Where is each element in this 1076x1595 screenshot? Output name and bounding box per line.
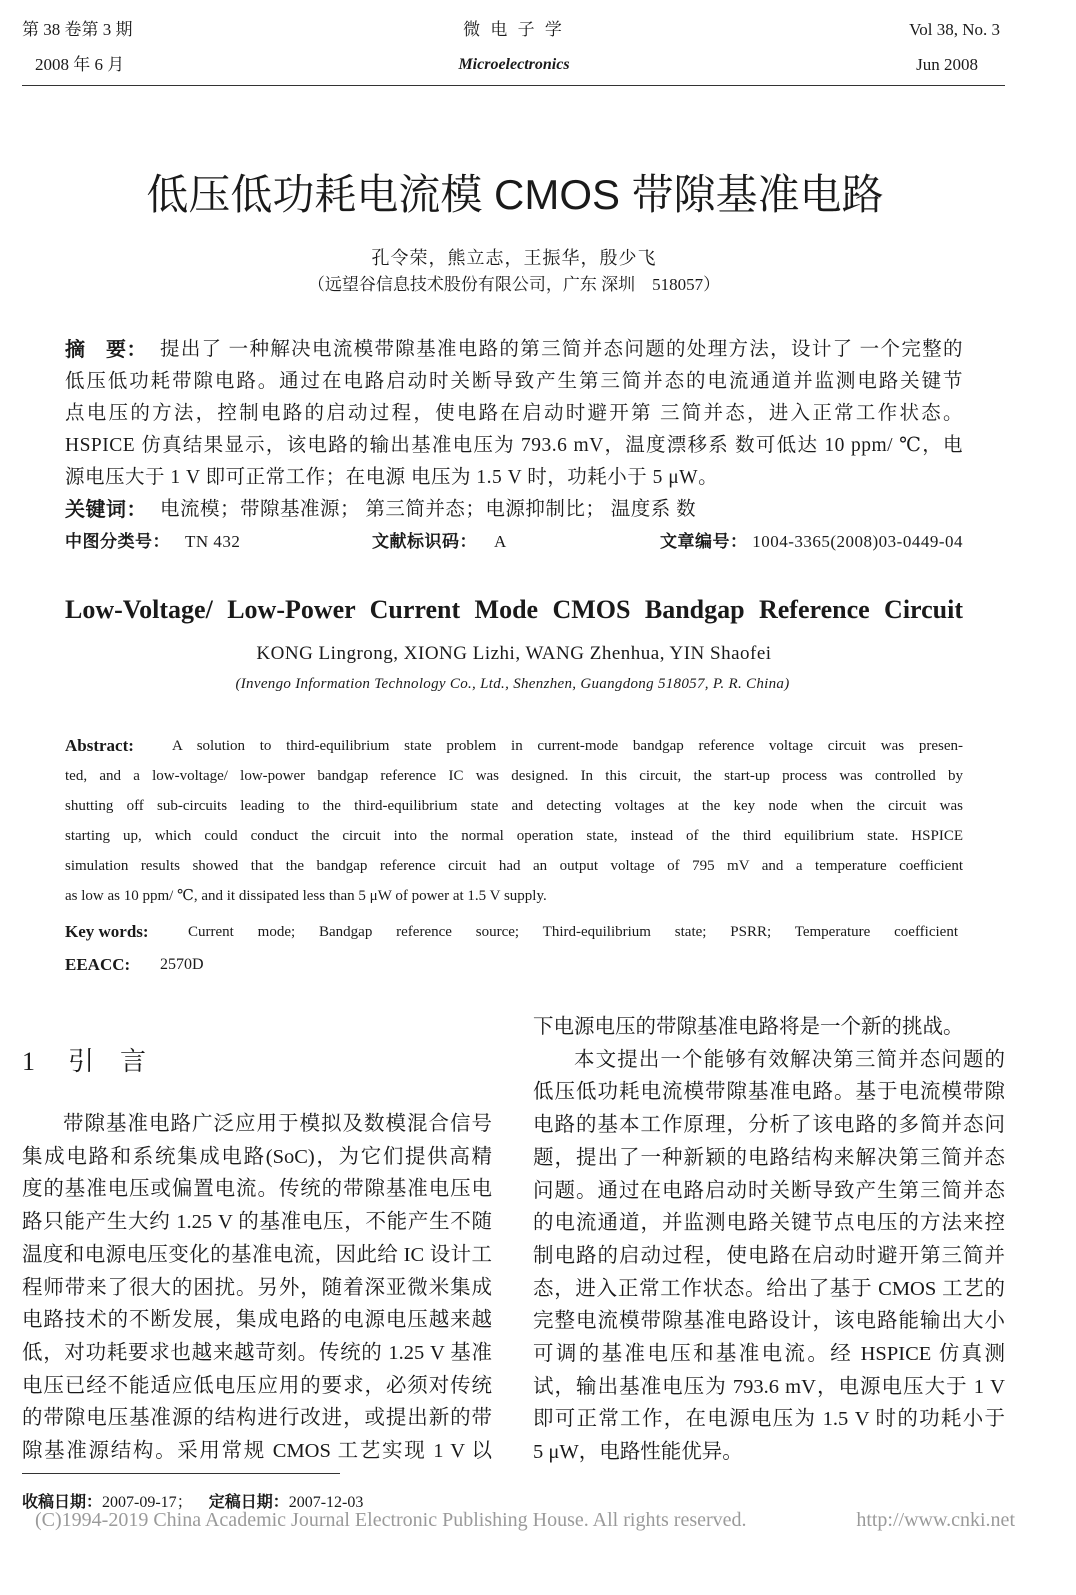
abstract-cn	[65, 334, 963, 558]
received-date: 2007-09-17；	[102, 1494, 193, 1511]
eeacc-label: EEACC:	[65, 955, 131, 974]
keywords-cn-label: 关键词：	[65, 499, 147, 521]
abstract-en-label: Abstract:	[65, 736, 134, 755]
volume-issue: 第 38 卷第 3 期	[22, 20, 133, 39]
body-line: 电路的基本工作原理，分析了该电路的多简并态问	[533, 1114, 1005, 1137]
abstract-en-row	[65, 731, 963, 761]
body-line: 温度和电源电压变化的基准电流，因此给 IC 设计工	[22, 1243, 492, 1266]
abstract-cn-line: HSPICE 仿真结果显示，该电路的输出基准电压为 793.6 mV，温度漂移系 数可低达 10 ppm/ ℃，电	[65, 435, 963, 456]
authors-cn: 孔令荣，熊立志，王振华，殷少飞	[371, 248, 657, 268]
section-title: 引 言	[68, 1047, 147, 1076]
body-line: 低压低功耗电流模带隙基准电路。基于电流模带隙	[533, 1081, 1005, 1104]
abstract-en-line: shutting off sub-circuits leading to the third-equilibrium state and detecting voltages at the key node when the circuit was	[65, 798, 963, 814]
affiliation-en: (Invengo Information Technology Co., Ltd., Shenzhen, Guangdong 518057, P. R. China)	[235, 676, 790, 692]
body-line: 态，进入正常工作状态。给出了基于 CMOS 工艺的	[533, 1277, 1005, 1300]
keywords-en-text: Current mode; Bandgap reference source; Third-equilibrium state; PSRR; Temperature coefficient	[188, 924, 958, 940]
body-line: 5 μW，电路性能优异。	[533, 1441, 743, 1464]
paper-title-cn: 低压低功耗电流模 CMOS 带隙基准电路	[146, 171, 884, 218]
abstract-cn-line: 源电压大于 1 V 即可正常工作；在电源 电压为 1.5 V 时，功耗小于 5 μW。	[65, 467, 719, 488]
doc-code-label: 文献标识码：	[372, 532, 477, 551]
journal-name-cn: 微 电 子 学	[463, 20, 565, 39]
body-line: 程师带来了很大的困扰。另外，随着深亚微米集成	[22, 1276, 492, 1299]
volume-issue-en: Vol 38, No. 3	[909, 20, 1000, 39]
abstract-cn-label: 摘 要：	[65, 339, 147, 361]
eeacc-row	[65, 950, 465, 980]
body-line: 路只能产生大约 1.25 V 的基准电压，不能产生不随	[22, 1211, 492, 1234]
abstract-cn-line: 点电压的方法，控制电路的启动过程，使电路在启动时避开第 三简并态，进入正常工作状态。	[65, 403, 963, 424]
keywords-en	[65, 917, 963, 947]
abstract-en-line: simulation results showed that the bandgap reference circuit had an output voltage of 795 mV and a temperature coefficient	[65, 858, 963, 874]
abstract-cn-line: 低压低功耗带隙电路。通过在电路启动时关断导致产生第三简并态的电流通道并监测电路关键节	[65, 371, 963, 392]
body-line: 隙基准源结构。采用常规 CMOS 工艺实现 1 V 以	[22, 1440, 492, 1463]
keywords-en-label: Key words:	[65, 922, 149, 941]
body-line: 完整电流模带隙基准电路设计，该电路能输出大小	[533, 1310, 1005, 1333]
header-divider	[22, 85, 1005, 86]
body-line: 试，输出基准电压为 793.6 mV，电源电压大于 1 V	[533, 1375, 1005, 1398]
abstract-en-line: as low as 10 ppm/ ℃, and it dissipated less than 5 μW of power at 1.5 V supply.	[65, 888, 547, 904]
abstract-en-line: A solution to third-equilibrium state problem in current-mode bandgap reference voltage circuit was presen-	[172, 738, 963, 754]
left-column	[22, 1108, 492, 1468]
eeacc-value: 2570D	[160, 956, 204, 973]
issue-date-en: Jun 2008	[916, 55, 978, 74]
body-line: 电压已经不能适应低电压应用的要求，必须对传统	[22, 1374, 492, 1397]
paper-title-en: Low-Voltage/ Low-Power Current Mode CMOS Bandgap Reference Circuit	[65, 595, 963, 624]
body-line: 问题。通过在电路启动时关断导致产生第三简并态	[533, 1179, 1005, 1202]
body-line: 下电源电压的带隙基准电路将是一个新的挑战。	[533, 1016, 964, 1038]
right-column	[533, 1011, 1005, 1469]
body-line: 制电路的启动过程，使电路在启动时避开第三简并	[533, 1244, 1005, 1267]
accepted-date: 2007-12-03	[288, 1494, 364, 1511]
journal-name-en: Microelectronics	[458, 56, 570, 73]
abstract-en	[65, 731, 963, 911]
body-line: 本文提出一个能够有效解决第三简并态问题的	[574, 1048, 1005, 1071]
abstract-cn-line: 提出了 一种解决电流模带隙基准电路的第三简并态问题的处理方法，设计了 一个完整的	[160, 339, 963, 360]
affiliation-cn: （远望谷信息技术股份有限公司，广东 深圳 518057）	[307, 275, 721, 294]
abstract-en-line: starting up, which could conduct the circuit into the normal operation state, instead of the third equilibrium state. HSPICE	[65, 828, 963, 844]
body-line: 即可正常工作，在电源电压为 1.5 V 时的功耗小于	[533, 1408, 1005, 1431]
body-line: 带隙基准电路广泛应用于模拟及数模混合信号	[63, 1113, 492, 1135]
issue-date-cn: 2008 年 6 月	[35, 55, 125, 74]
received-date-label: 收稿日期：	[22, 1494, 103, 1511]
abstract-cn-row	[65, 334, 963, 366]
article-number-label: 文章编号：	[660, 532, 748, 551]
watermark-url: http://www.cnki.net	[856, 1509, 1015, 1531]
accepted-date-label: 定稿日期：	[208, 1494, 289, 1511]
keywords-cn	[65, 494, 963, 526]
body-line: 度的基准电压或偏置电流。传统的带隙基准电压电	[22, 1178, 492, 1201]
body-line: 可调的基准电压和基准电流。经 HSPICE 仿真测	[533, 1343, 1005, 1366]
classification-row	[65, 526, 963, 558]
body-line: 的电流通道，并监测电路关键节点电压的方法来控	[533, 1212, 1005, 1235]
clc-label: 中图分类号：	[65, 532, 170, 551]
body-line: 题，提出了一种新颖的电路结构来解决第三简并态	[533, 1146, 1005, 1169]
keywords-cn-text: 电流模；带隙基准源； 第三简并态；电源抑制比； 温度系 数	[160, 499, 697, 520]
copyright-watermark: (C)1994-2019 China Academic Journal Electronic Publishing House. All rights reserved.	[35, 1509, 747, 1531]
authors-en: KONG Lingrong, XIONG Lizhi, WANG Zhenhua, YIN Shaofei	[256, 643, 772, 664]
body-line: 电路技术的不断发展，集成电路的电源电压越来越	[22, 1309, 492, 1332]
body-line: 的带隙电压基准源的结构进行改进，或提出新的带	[22, 1407, 492, 1430]
doc-code-value: A	[494, 532, 507, 551]
article-number-value: 1004-3365(2008)03-0449-04	[752, 532, 963, 551]
clc-value: TN 432	[185, 532, 241, 551]
body-line: 低，对功耗要求也越来越苛刻。传统的 1.25 V 基准	[22, 1341, 492, 1364]
body-line: 集成电路和系统集成电路(SoC)，为它们提供高精	[22, 1145, 492, 1168]
abstract-en-line: ted, and a low-voltage/ low-power bandgap reference IC was designed. In this circuit, the start-up process was controlled by	[65, 768, 963, 784]
section-number: 1	[22, 1047, 35, 1076]
footnote-divider	[22, 1473, 340, 1474]
